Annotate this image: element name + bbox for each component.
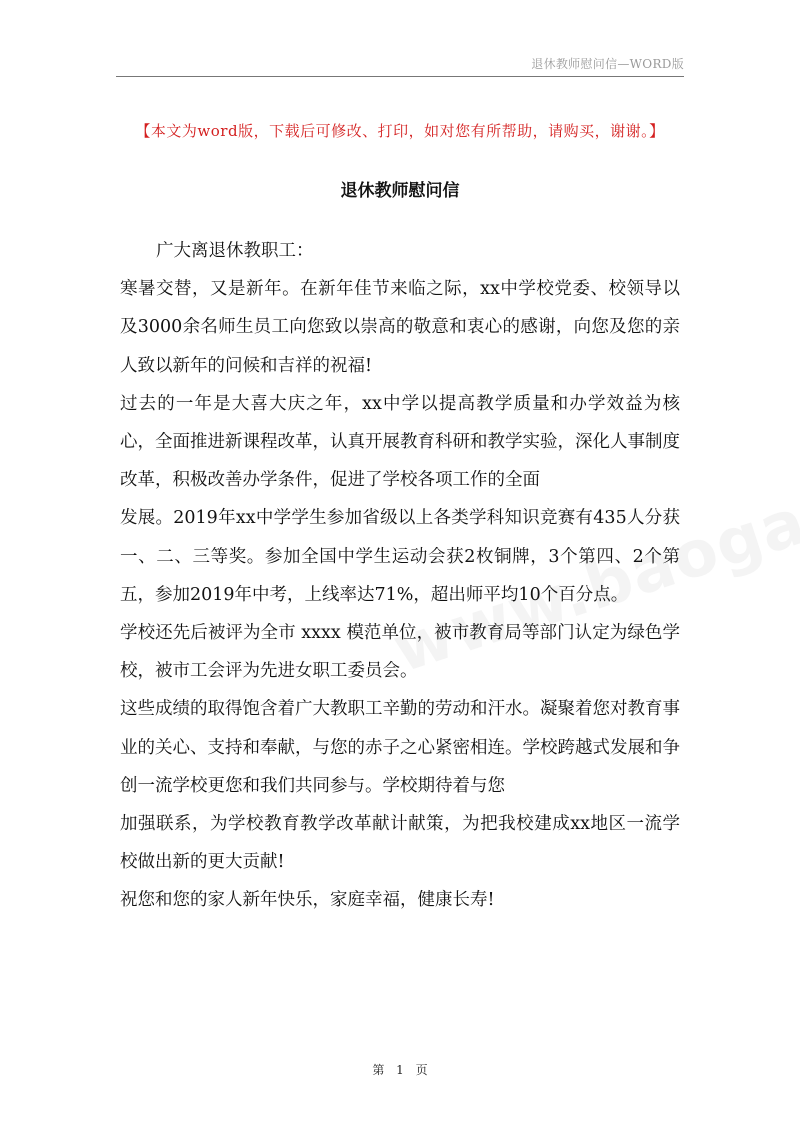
page-footer	[0, 1061, 800, 1078]
paragraph-4: 学校还先后被评为全市 xxxx 模范单位，被市教育局等部门认定为绿色学校，被市工会评为先进女职工委员会。	[120, 623, 680, 682]
document-body	[120, 232, 680, 920]
header-divider	[116, 76, 684, 77]
paragraph-6: 加强联系，为学校教育教学改革献计献策，为把我校建成xx地区一流学校做出新的更大贡献!	[120, 814, 680, 873]
footer-suffix: 页	[415, 1063, 428, 1077]
page-header-title: 退休教师慰问信—WORD版	[531, 57, 684, 71]
paragraph-7: 祝您和您的家人新年快乐，家庭幸福，健康长寿!	[120, 890, 495, 911]
paragraph-5: 这些成绩的取得饱含着广大教职工辛勤的劳动和汗水。凝聚着您对教育事业的关心、支持和奉献，与您的赤子之心紧密相连。学校跨越式发展和争创一流学校更您和我们共同参与。学校期待着与您	[120, 699, 680, 796]
footer-prefix: 第	[372, 1063, 385, 1077]
paragraph-3: 发展。2019年xx中学学生参加省级以上各类学科知识竞赛有435人分获一、二、三等奖。参加全国中学生运动会获2枚铜牌，3个第四、2个第五，参加2019年中考，上线率达71%，超出师平均10个百分点。	[120, 508, 680, 605]
greeting: 广大离退休教职工：	[156, 241, 314, 261]
word-version-notice: 【本文为word版，下载后可修改、打印，如对您有所帮助，请购买，谢谢。】	[135, 122, 665, 140]
paragraph-1: 寒暑交替，又是新年。在新年佳节来临之际，xx中学校党委、校领导以及3000余名师生员工向您致以崇高的敬意和衷心的感谢，向您及您的亲人致以新年的问候和吉祥的祝福!	[120, 279, 680, 376]
document-title: 退休教师慰问信	[340, 181, 460, 201]
paragraph-2: 过去的一年是大喜大庆之年，xx中学以提高教学质量和办学效益为核心，全面推进新课程改革，认真开展教育科研和教学实验，深化人事制度改革，积极改善办学条件，促进了学校各项工作的全面	[120, 393, 680, 491]
page-number: 1	[396, 1063, 404, 1077]
